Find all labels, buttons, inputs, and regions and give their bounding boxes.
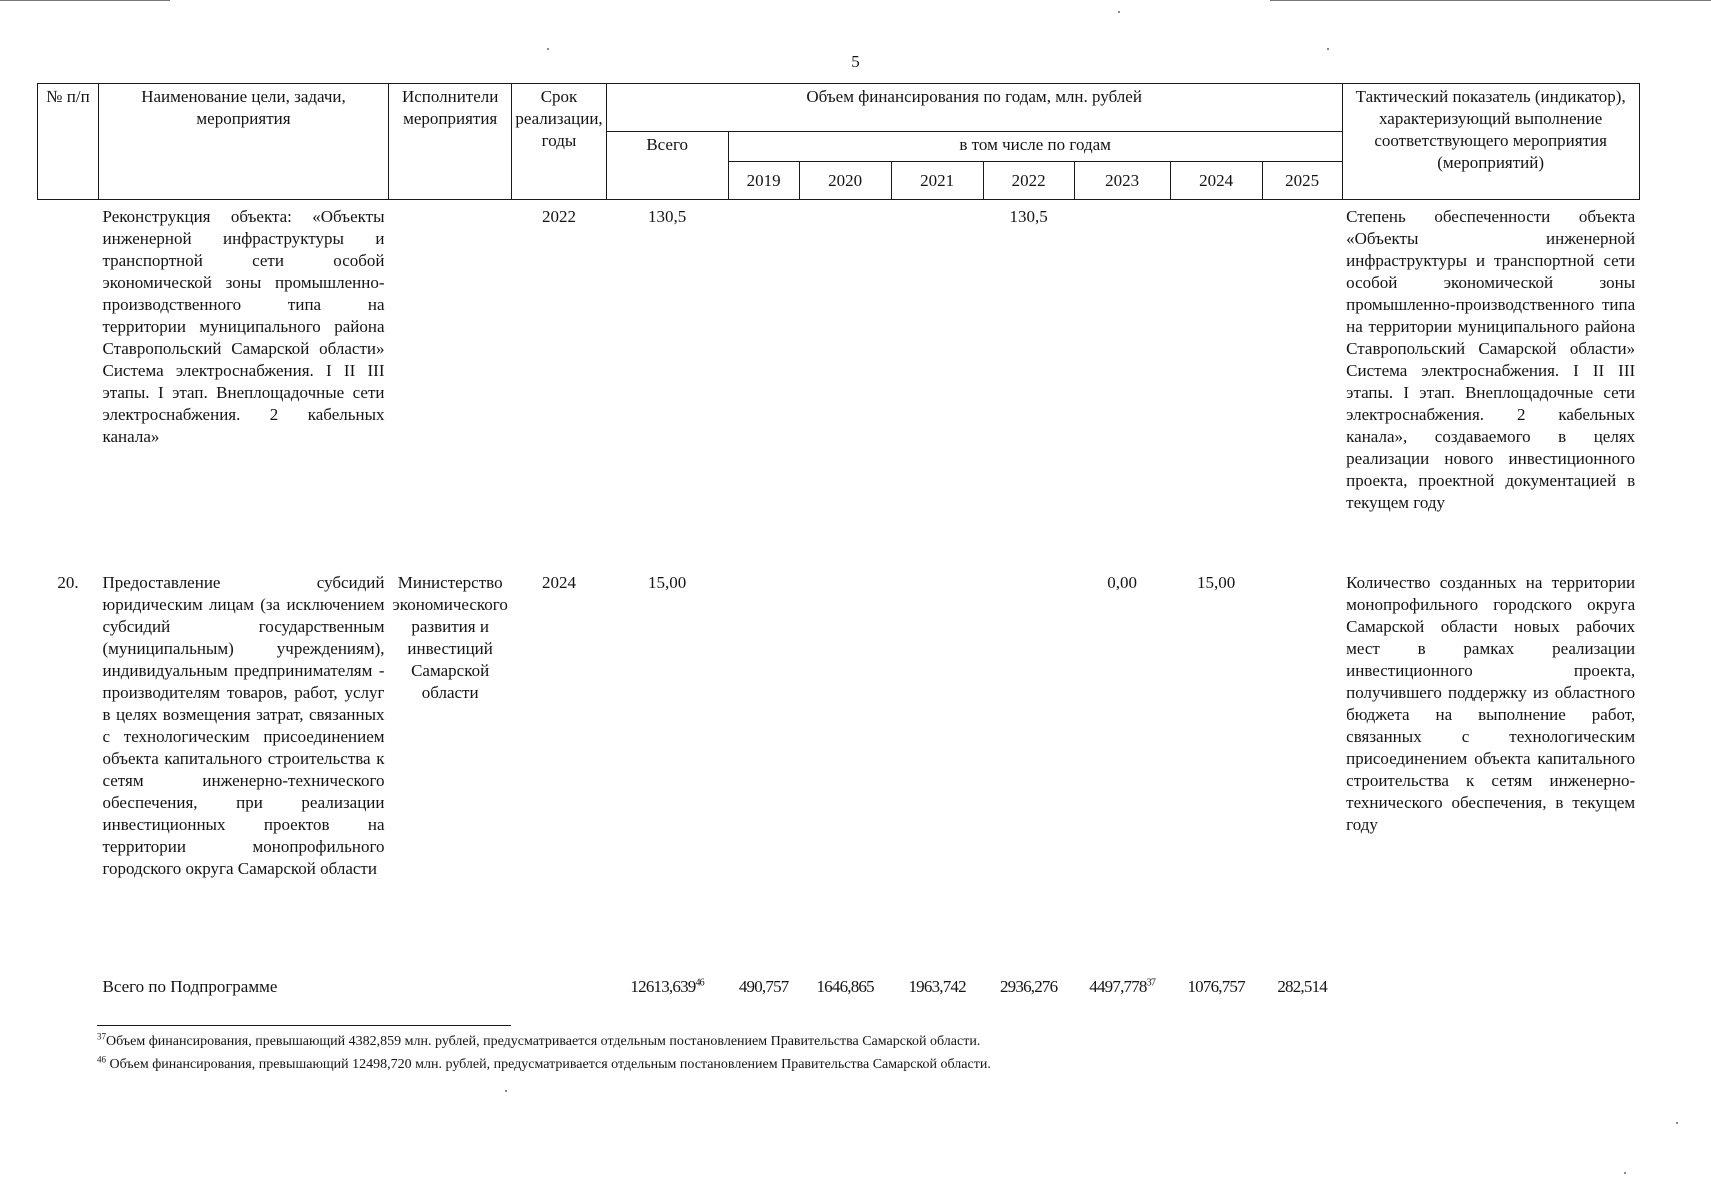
header-year-2019: 2019 [728,162,799,200]
header-term: Срок реализации, годы [512,84,606,200]
financing-table [37,83,1640,998]
header-year-2021: 2021 [891,162,983,200]
header-executor: Исполнители мероприятия [389,84,512,200]
footnote: $^{46}$ Объем финансирования, превышающий 12498,720 млн. рублей, предусматривается отдельным постановлением Правительства Самарской области. [97,1054,991,1072]
header-number: № п/п [38,84,99,200]
row-y2019 [728,566,799,962]
row-y2021 [891,566,983,962]
header-year-2024: 2024 [1170,162,1262,200]
row-total: 130,5 [648,207,687,226]
header-name: Наименование цели, задачи, мероприятия [99,84,389,200]
totals-y2023: 4497,778$^{37}$ [1089,976,1156,996]
footnotes [97,1030,991,1076]
footnote-ref: 37 [1146,976,1156,988]
row-y2022: 130,5 [1009,207,1048,226]
header-year-2022: 2022 [983,162,1074,200]
totals-y2020: 1646,865 [816,976,874,996]
totals-label: Всего по Подпрограмме [102,976,278,996]
table-row [38,566,1640,962]
header-funding: Объем финансирования по годам, млн. рублей [606,84,1342,132]
row-name: Реконструкция объекта: «Объекты инженерной инфраструктуры и транспортной сети особой экономической зоны промышленно-производственного типа на территории муниципального района Ставропольский Самарской области» Система электроснабжения. I II III этапы. I этап. Внеплощадочные сети электроснабжения. 2 кабельных канала» [102,207,385,446]
page-number: 5 [851,52,860,71]
header-by-years: в том числе по годам [728,132,1342,162]
row-y2023 [1074,200,1170,566]
row-y2024: 15,00 [1197,572,1236,592]
row-y2022 [983,566,1074,962]
row-y2021 [891,200,983,566]
row-y2024 [1170,200,1262,566]
row-executor: Министерство экономического развития и инвестиций Самарской области [392,572,508,702]
row-y2020 [799,566,891,962]
row-term: 2024 [541,572,576,592]
row-total: 15,00 [648,572,687,592]
row-y2025 [1262,566,1342,962]
row-term: 2022 [541,207,576,226]
footnote-ref: 46 [695,976,704,988]
row-y2020 [799,200,891,566]
row-name: Предоставление субсидий юридическим лицам (за исключением субсидий государственным (муниципальным) учреждениям), индивидуальным предпринимателям - производителям товаров, работ, услуг в целях возмещения затрат, связанных с технологическим присоединением объекта капитального строительства к сетям инженерно-технического обеспечения, при реализации инвестиционных проектов на территории монопрофильного городского округа Самарской области [102,572,385,878]
row-indicator: Количество созданных на территории монопрофильного городского округа Самарской области новых рабочих мест в рамках реализации инвестиционного проекта, получившего поддержку из областного бюджета на выполнение работ, связанных с технологическим присоединением объекта капитального строительства к сетям инженерно-технического обеспечения, в текущем году [1346,572,1636,834]
header-total: Всего [606,132,728,200]
totals-row [38,962,1640,998]
totals-total: 12613,639$^{46}$ [630,976,704,996]
row-y2023: 0,00 [1107,572,1138,592]
row-number [38,200,99,566]
row-y2025 [1262,200,1342,566]
row-executor [389,200,512,566]
totals-y2019: 490,757 [738,976,789,996]
totals-y2022: 2936,276 [999,976,1058,996]
row-y2019 [728,200,799,566]
header-year-2020: 2020 [799,162,891,200]
table-row [38,200,1640,566]
totals-y2021: 1963,742 [908,976,966,996]
totals-y2025: 282,514 [1277,976,1327,996]
header-indicator: Тактический показатель (индикатор), характеризующий выполнение соответствующего мероприятия (мероприятий) [1342,84,1639,200]
header-year-2023: 2023 [1074,162,1170,200]
row-number: 20. [57,572,79,592]
footnote-divider [97,1025,511,1026]
footnote: $^{37}$Объем финансирования, превышающий 4382,859 млн. рублей, предусматривается отдельным постановлением Правительства Самарской области. [97,1031,981,1049]
row-indicator: Степень обеспеченности объекта «Объекты инженерной инфраструктуры и транспортной сети особой экономической зоны промышленно-производственного типа на территории муниципального района Ставропольский Самарской области» Система электроснабжения. I II III этапы. I этап. Внеплощадочные сети электроснабжения. 2 кабельных канала», создаваемого в целях реализации нового инвестиционного проекта, проектной документацией в текущем году [1346,207,1636,512]
totals-y2024: 1076,757 [1187,976,1245,996]
header-year-2025: 2025 [1262,162,1342,200]
